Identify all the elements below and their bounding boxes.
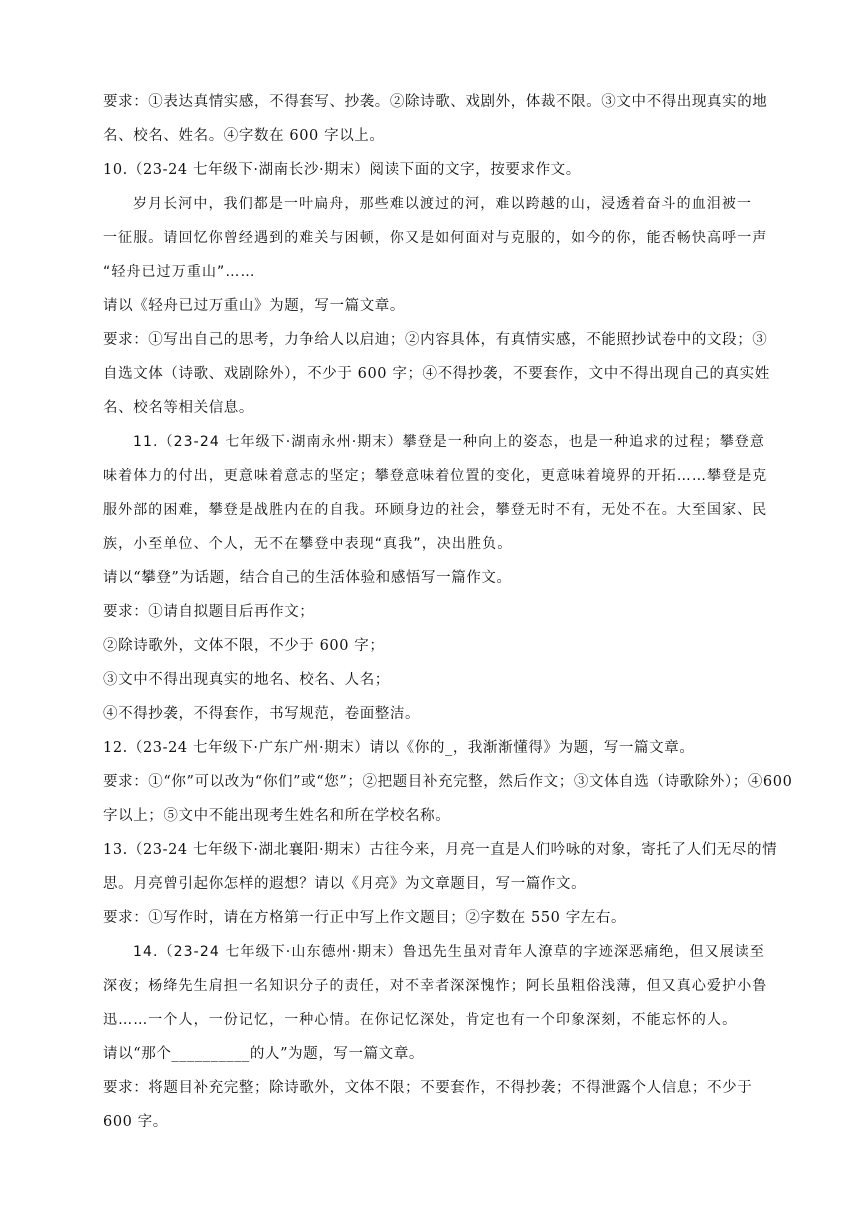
- text-line: 要求：①请自拟题目后再作文；: [103, 604, 315, 620]
- text-line: 600 字。: [103, 1114, 168, 1130]
- text-line: ④不得抄袭，不得套作，书写规范，卷面整洁。: [103, 706, 421, 722]
- passage-line: 族，小至单位、个人，无不在攀登中表现“真我”，决出胜负。: [103, 536, 513, 552]
- text-line: 要求：①写出自己的思考，力争给人以启迪；②内容具体，有真情实感，不能照抄试卷中的文段；③: [103, 332, 768, 348]
- passage-line: 味着体力的付出，更意味着意志的坚定；攀登意味着位置的变化，更意味着境界的开拓……攀登是克: [103, 468, 768, 484]
- text-line: ③文中不得出现真实的地名、校名、人名；: [103, 672, 390, 688]
- text-line: 名、校名等相关信息。: [103, 400, 254, 416]
- passage-line: 迅……一个人，一份记忆，一种心情。在你记忆深处，肯定也有一个印象深刻，不能忘怀的人。: [103, 1012, 738, 1028]
- question-12-heading: 12.（23-24 七年级下·广东广州·期末）请以《你的_，我渐渐懂得》为题，写一篇文章。: [103, 740, 695, 756]
- text-line: 请以《轻舟已过万重山》为题，写一篇文章。: [103, 298, 405, 314]
- question-11-heading: 11.（23-24 七年级下·湖南永州·期末）攀登是一种向上的姿态，也是一种追求的过程；攀登意: [133, 434, 765, 450]
- passage-line: 一征服。请回忆你曾经遇到的难关与困顿，你又是如何面对与克服的，如今的你，能否畅快高呼一声: [103, 230, 768, 246]
- passage-line: 深夜；杨绛先生肩担一名知识分子的责任，对不幸者深深愧怍；阿长虽粗俗浅薄，但又真心爱护小鲁: [103, 978, 768, 994]
- text-line: 思。月亮曾引起你怎样的遐想？请以《月亮》为文章题目，写一篇作文。: [103, 876, 587, 892]
- text-line: 字以上；⑤文中不能出现考生姓名和所在学校名称。: [103, 808, 451, 824]
- passage-line: 服外部的困难，攀登是战胜内在的自我。环顾身边的社会，攀登无时不有，无处不在。大至国家、民: [103, 502, 768, 518]
- text-line: 自选文体（诗歌、戏剧除外），不少于 600 字；④不得抄袭，不要套作，文中不得出现自己的真实姓: [103, 366, 770, 382]
- question-13-heading: 13.（23-24 七年级下·湖北襄阳·期末）古往今来，月亮一直是人们吟咏的对象，寄托了人们无尽的情: [103, 842, 778, 858]
- text-line: ②除诗歌外，文体不限，不少于 600 字；: [103, 638, 385, 654]
- passage-line: “轻舟已过万重山”……: [103, 264, 256, 280]
- passage-line: 岁月长河中，我们都是一叶扁舟，那些难以渡过的河，难以跨越的山，浸透着奋斗的血泪被一: [133, 196, 753, 212]
- text-line: 请以“攀登”为话题，结合自己的生活体验和感悟写一篇作文。: [103, 570, 512, 586]
- text-line: 请以“那个__________的人”为题，写一篇文章。: [103, 1046, 425, 1062]
- text-line: 要求：①表达真情实感，不得套写、抄袭。②除诗歌、戏剧外，体裁不限。③文中不得出现真实的地: [103, 94, 768, 110]
- text-line: 要求：将题目补充完整；除诗歌外，文体不限；不要套作，不得抄袭；不得泄露个人信息；不少于: [103, 1080, 753, 1096]
- text-line: 要求：①写作时，请在方格第一行正中写上作文题目；②字数在 550 字左右。: [103, 910, 627, 926]
- question-10-heading: 10.（23-24 七年级下·湖南长沙·期末）阅读下面的文字，按要求作文。: [103, 162, 581, 178]
- question-14-heading: 14.（23-24 七年级下·山东德州·期末）鲁迅先生虽对青年人潦草的字迹深恶痛绝，但又展读至: [133, 944, 765, 960]
- text-line: 名、校名、姓名。④字数在 600 字以上。: [103, 128, 385, 144]
- text-line: 要求：①“你”可以改为“你们”或“您”；②把题目补充完整，然后作文；③文体自选（诗歌除外）；④600: [103, 774, 793, 790]
